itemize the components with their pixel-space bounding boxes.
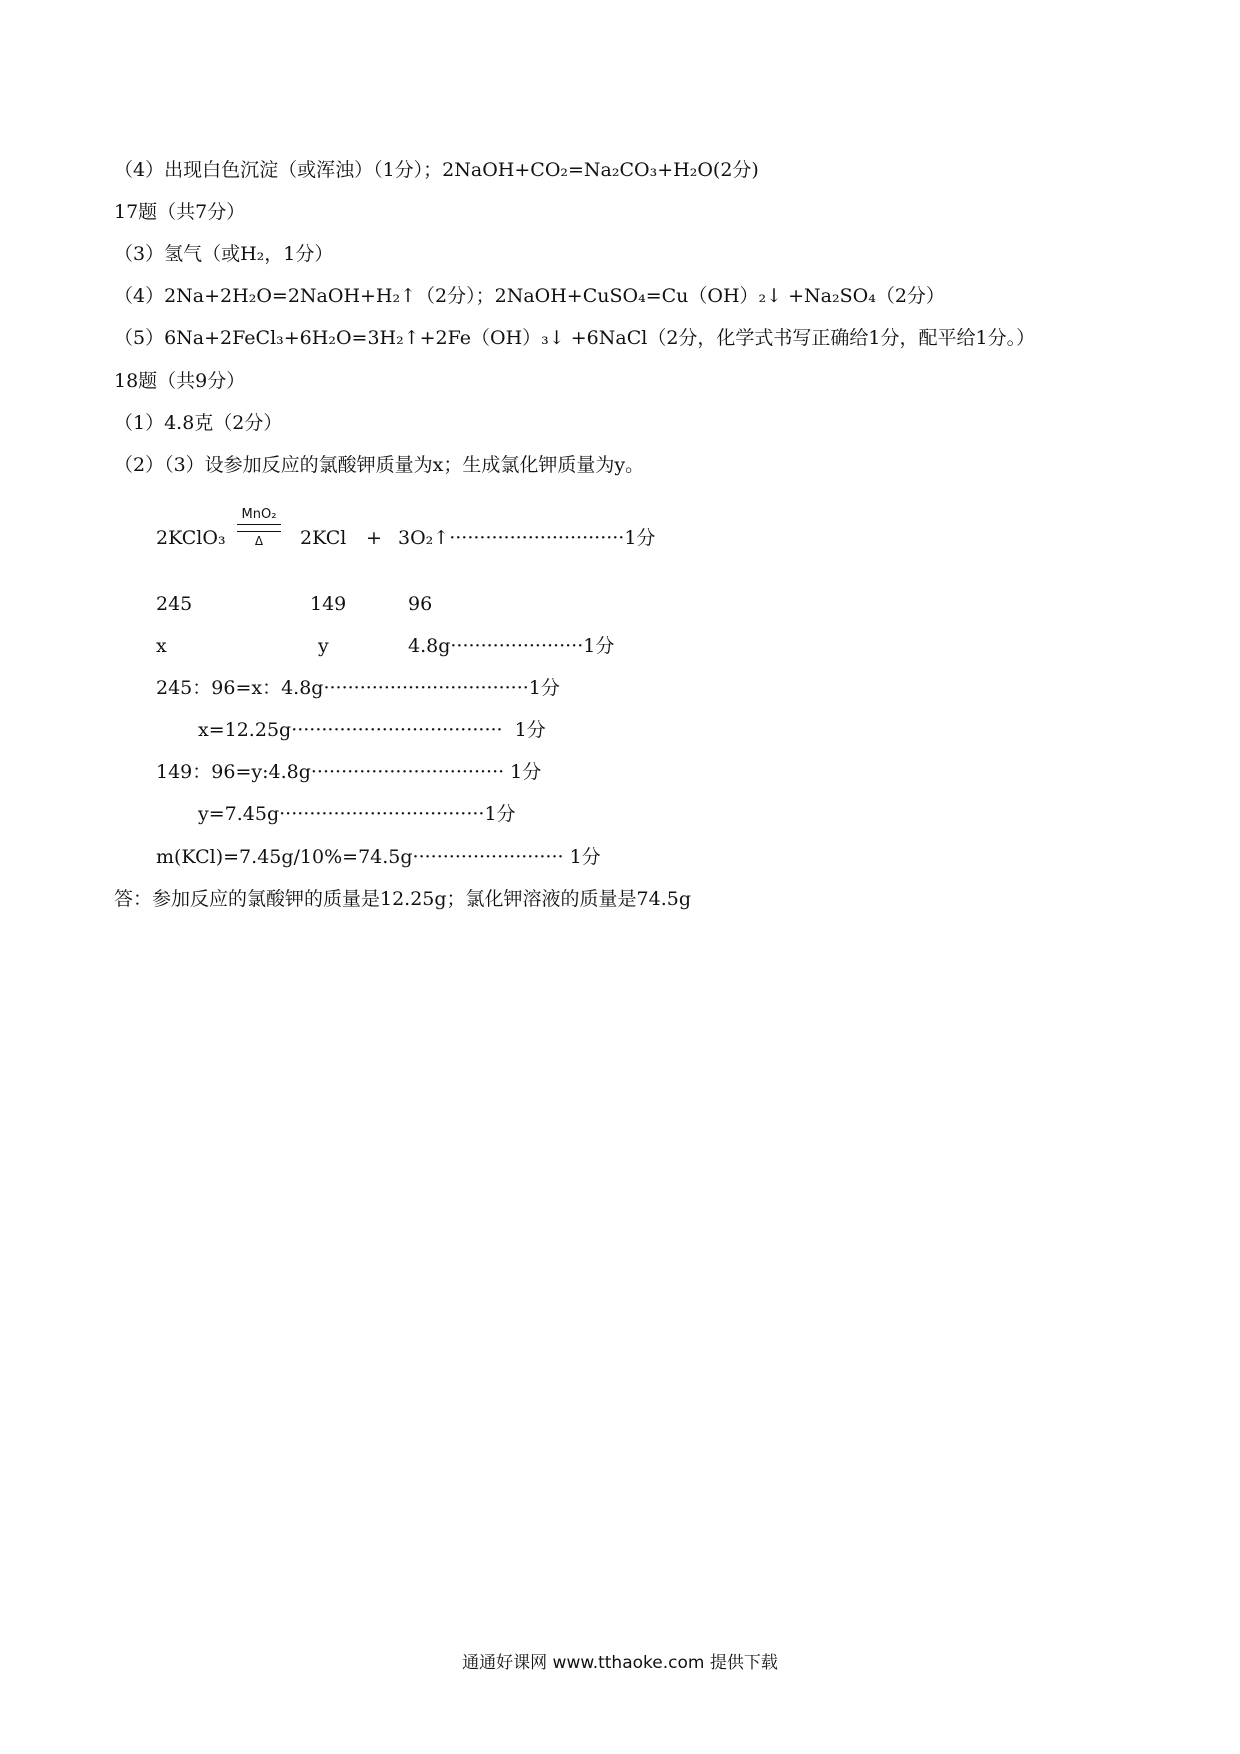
- q17-part3: （3）氢气（或H₂，1分）: [114, 243, 334, 265]
- known-o2-mass: 4.8g······················1分: [408, 635, 615, 657]
- step-ratio-y: 149：96=y:4.8g································ 1分: [156, 761, 542, 783]
- q18-part1: （1）4.8克（2分）: [114, 412, 283, 434]
- final-answer: 答：参加反应的氯酸钾的质量是12.25g；氯化钾溶液的质量是74.5g: [114, 888, 692, 910]
- equation-product-o2: 3O₂↑·····························1分: [398, 527, 656, 549]
- q18-part2-3-setup: （2）（3）设参加反应的氯酸钾质量为x；生成氯化钾质量为y。: [114, 454, 645, 476]
- equation-plus: +: [366, 527, 382, 549]
- equation-condition: [234, 508, 284, 548]
- q18-heading: 18题（共9分）: [114, 370, 246, 392]
- q17-part4: （4）2Na+2H₂O=2NaOH+H₂↑（2分）；2NaOH+CuSO₄=Cu（OH）₂↓ +Na₂SO₄（2分）: [114, 285, 945, 307]
- heat-symbol: Δ: [254, 534, 264, 548]
- equals-sign: [237, 524, 281, 532]
- molar-mass-o2: 96: [408, 593, 433, 615]
- molar-mass-kclo3: 245: [156, 593, 193, 615]
- catalyst-label: MnO₂: [241, 507, 277, 522]
- q16-part4: （4）出现白色沉淀（或浑浊）（1分）；2NaOH+CO₂=Na₂CO₃+H₂O(2分): [114, 159, 759, 181]
- step-result-x: x=12.25g··································· 1分: [198, 719, 546, 741]
- q17-heading: 17题（共7分）: [114, 201, 246, 223]
- step-solution-mass: m(KCl)=7.45g/10%=74.5g························· 1分: [156, 846, 601, 868]
- equation-product-kcl: 2KCl: [300, 527, 347, 549]
- q17-part5: （5）6Na+2FeCl₃+6H₂O=3H₂↑+2Fe（OH）₃↓ +6NaCl（2分，化学式书写正确给1分，配平给1分。）: [114, 327, 1036, 349]
- footer-source: 通通好课网 www.tthaoke.com 提供下载: [462, 1653, 778, 1673]
- step-result-y: y=7.45g··································1分: [198, 803, 516, 825]
- unknown-x: x: [156, 635, 167, 657]
- equation-reactant: 2KClO₃: [156, 527, 226, 549]
- molar-mass-kcl: 149: [310, 593, 347, 615]
- unknown-y: y: [318, 635, 329, 657]
- step-ratio-x: 245：96=x：4.8g··································1分: [156, 677, 560, 699]
